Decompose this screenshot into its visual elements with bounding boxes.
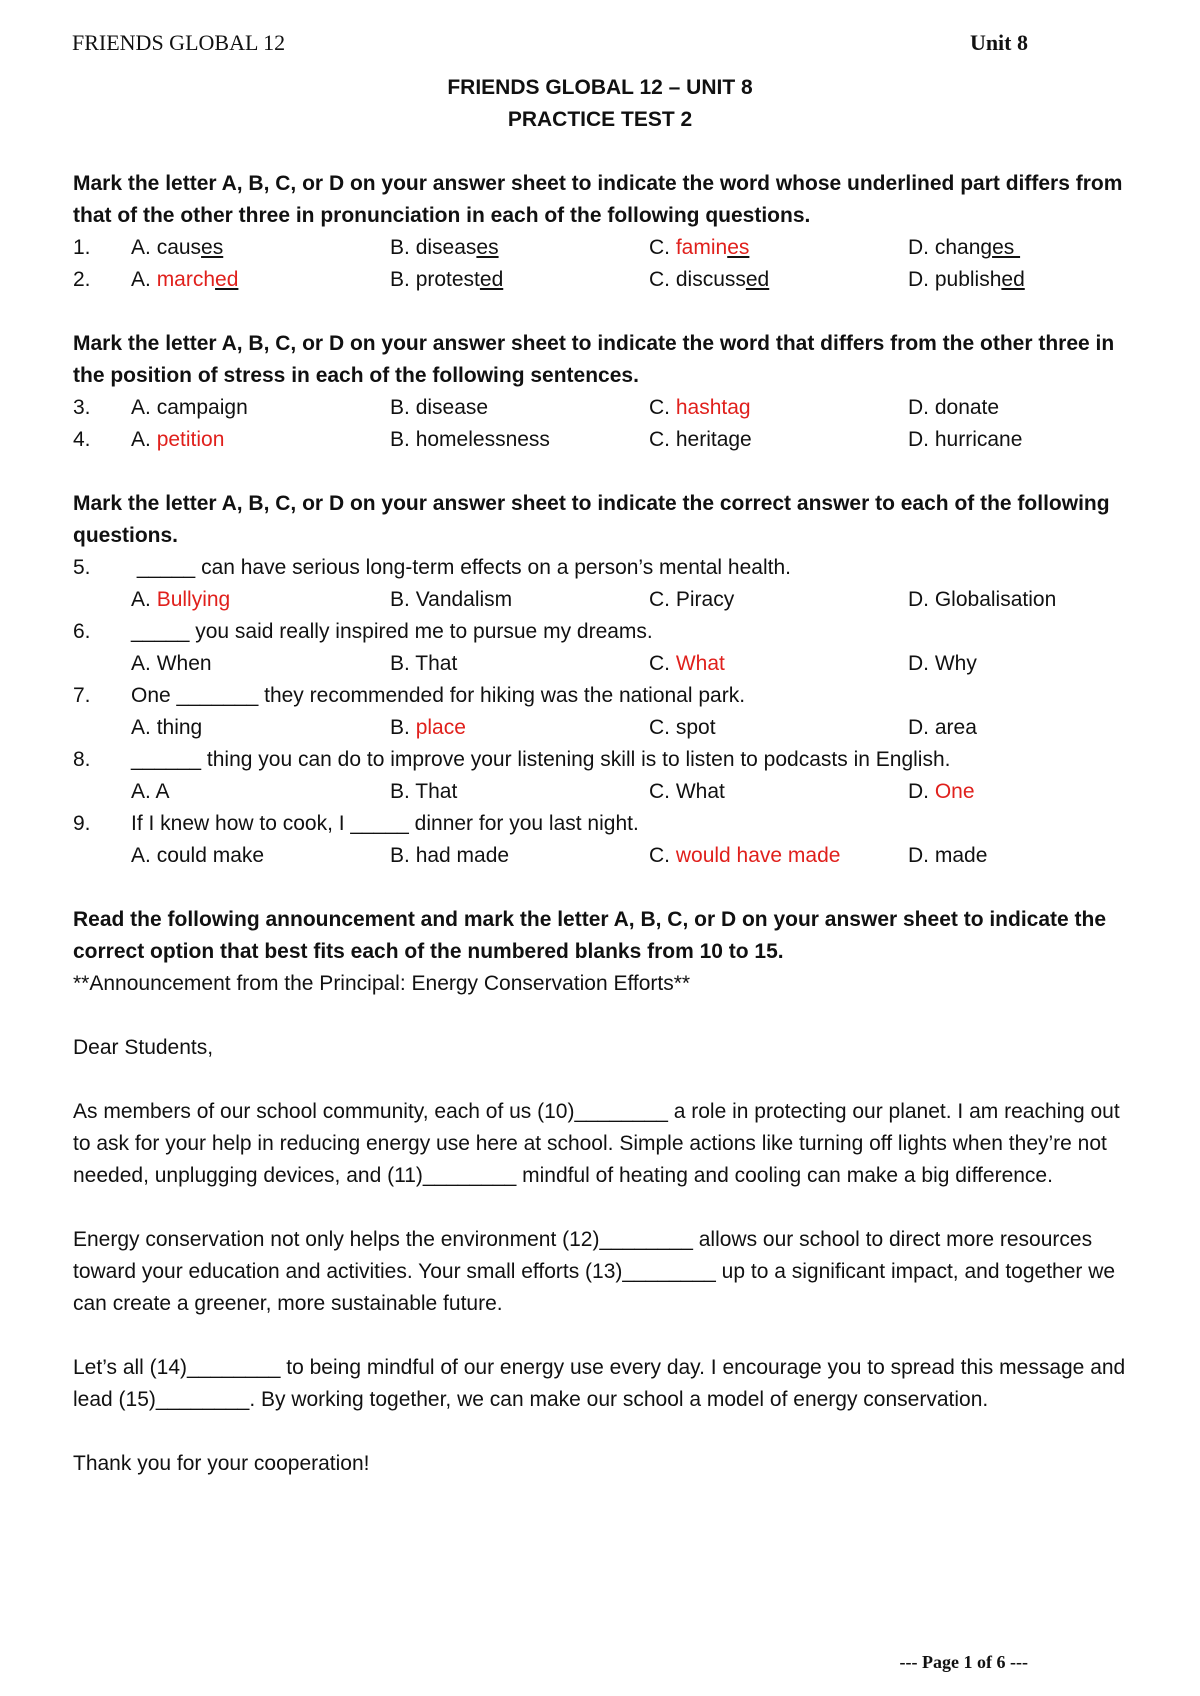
announcement-paragraph-1: As members of our school community, each of us (10)________ a role in protecting our planet. I am reaching out to ask for your help in reducing energy use here at school. Simple actions like turning off lights when they’re not needed, unplugging devices, and (11)________ mindful of heating and cooling can make a big difference.	[73, 1100, 1120, 1187]
document-body	[73, 168, 1133, 1480]
question-4	[73, 424, 1133, 456]
page-header	[72, 30, 1028, 64]
reading-instruction: Read the following announcement and mark the letter A, B, C, or D on your answer sheet to indicate the correct option that best fits each of the numbered blanks from 10 to 15.	[73, 908, 1107, 963]
option-c: C. spot	[649, 716, 716, 739]
question-6-options	[73, 648, 1133, 680]
option-b: B. Vandalism	[390, 588, 513, 611]
option-c-answer: C. famines	[649, 236, 750, 259]
question-1	[73, 232, 1133, 264]
grammar-section	[73, 488, 1133, 872]
option-d: D. Globalisation	[908, 588, 1057, 611]
question-5-options	[73, 584, 1133, 616]
question-number: 8.	[73, 748, 91, 771]
option-a-answer: A. Bullying	[131, 588, 231, 611]
question-3	[73, 392, 1133, 424]
option-a: A. thing	[131, 716, 203, 739]
option-a: A. causes	[131, 236, 224, 259]
question-number: 4.	[73, 428, 91, 451]
option-a-answer: A. petition	[131, 428, 225, 451]
option-b: B. protested	[390, 268, 504, 291]
question-6-stem	[73, 616, 1133, 648]
page-footer: --- Page 1 of 6 ---	[899, 1652, 1028, 1672]
question-9-options	[73, 840, 1133, 872]
question-text: One _______ they recommended for hiking was the national park.	[131, 684, 746, 707]
header-book-title: FRIENDS GLOBAL 12	[72, 30, 286, 55]
question-text: _____ can have serious long-term effects on a person’s mental health.	[131, 556, 791, 579]
announcement-paragraph-2: Energy conservation not only helps the environment (12)________ allows our school to direct more resources toward your education and activities. Your small efforts (13)________ up to a significant impact, and together we can create a greener, more sustainable future.	[73, 1228, 1116, 1315]
question-number: 9.	[73, 812, 91, 835]
option-d: D. changes	[908, 236, 1021, 259]
title-line-1: FRIENDS GLOBAL 12 – UNIT 8	[447, 76, 753, 99]
question-number: 1.	[73, 236, 91, 259]
question-2	[73, 264, 1133, 296]
option-d-answer: D. One	[908, 780, 975, 803]
question-text: ______ thing you can do to improve your listening skill is to listen to podcasts in English.	[131, 748, 951, 771]
question-number: 7.	[73, 684, 91, 707]
pronunciation-instruction: Mark the letter A, B, C, or D on your answer sheet to indicate the word whose underlined part differs from that of the other three in pronunciation in each of the following questions.	[73, 172, 1123, 227]
option-c: C. What	[649, 780, 725, 803]
question-number: 3.	[73, 396, 91, 419]
question-number: 6.	[73, 620, 91, 643]
question-number: 2.	[73, 268, 91, 291]
question-5-stem	[73, 552, 1133, 584]
option-d: D. area	[908, 716, 977, 739]
option-b-answer: B. place	[390, 716, 466, 739]
option-c: C. heritage	[649, 428, 752, 451]
option-c: C. Piracy	[649, 588, 735, 611]
option-c-answer: C. hashtag	[649, 396, 751, 419]
announcement-heading: **Announcement from the Principal: Energy Conservation Efforts**	[73, 972, 691, 995]
question-text: If I knew how to cook, I _____ dinner for you last night.	[131, 812, 639, 835]
document-title	[0, 72, 1200, 136]
option-d: D. hurricane	[908, 428, 1023, 451]
option-d: D. donate	[908, 396, 1000, 419]
option-c-answer: C. would have made	[649, 844, 841, 867]
option-b: B. had made	[390, 844, 510, 867]
question-8-stem	[73, 744, 1133, 776]
reading-section	[73, 904, 1133, 1480]
blank-line	[73, 1000, 1133, 1032]
option-a: A. When	[131, 652, 212, 675]
option-b: B. homelessness	[390, 428, 550, 451]
option-a: A. campaign	[131, 396, 248, 419]
stress-instruction: Mark the letter A, B, C, or D on your answer sheet to indicate the word that differs from the other three in the position of stress in each of the following sentences.	[73, 332, 1115, 387]
stress-section	[73, 328, 1133, 456]
announcement-closing: Thank you for your cooperation!	[73, 1452, 370, 1475]
option-b: B. disease	[390, 396, 489, 419]
header-unit: Unit 8	[969, 30, 1028, 55]
option-a: A. could make	[131, 844, 265, 867]
option-d: D. made	[908, 844, 988, 867]
option-c: C. discussed	[649, 268, 770, 291]
question-7-options	[73, 712, 1133, 744]
option-d: D. Why	[908, 652, 977, 675]
announcement-greeting: Dear Students,	[73, 1036, 214, 1059]
option-b: B. That	[390, 780, 458, 803]
grammar-instruction: Mark the letter A, B, C, or D on your answer sheet to indicate the correct answer to each of the following questions.	[73, 492, 1110, 547]
question-text: _____ you said really inspired me to pursue my dreams.	[131, 620, 653, 643]
title-line-2: PRACTICE TEST 2	[507, 108, 693, 131]
option-c-answer: C. What	[649, 652, 725, 675]
question-8-options	[73, 776, 1133, 808]
option-a-answer: A. marched	[131, 268, 239, 291]
option-b: B. diseases	[390, 236, 499, 259]
option-a: A. A	[131, 780, 170, 803]
option-b: B. That	[390, 652, 458, 675]
question-7-stem	[73, 680, 1133, 712]
question-number: 5.	[73, 556, 91, 579]
pronunciation-section	[73, 168, 1133, 296]
question-9-stem	[73, 808, 1133, 840]
announcement-paragraph-3: Let’s all (14)________ to being mindful of our energy use every day. I encourage you to spread this message and lead (15)________. By working together, we can make our school a model of energy conservation.	[73, 1356, 1126, 1411]
option-d: D. published	[908, 268, 1025, 291]
